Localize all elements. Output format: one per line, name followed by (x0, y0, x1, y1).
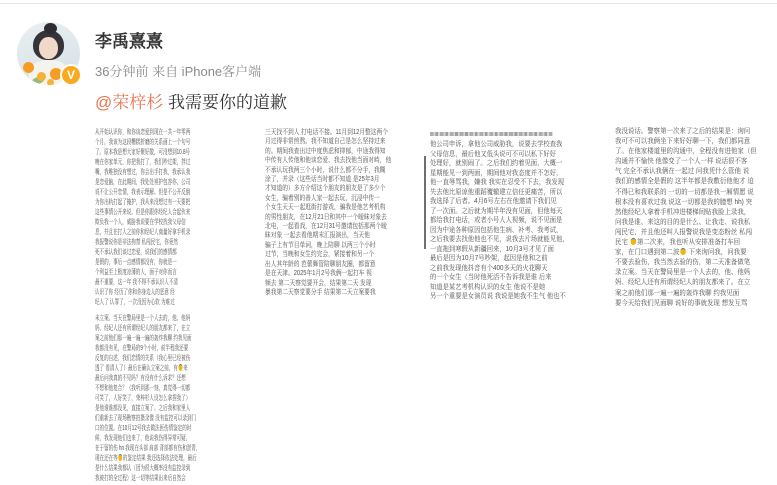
flower-decoration (23, 62, 34, 73)
annotation-bar (424, 156, 426, 249)
text-line: 另一个重要是女演员说 我说是她我不生气 他也不 (430, 293, 566, 300)
text-line: 失去他比原谅他重蹈覆辙建立信任更痛苦，所以 (430, 188, 563, 196)
text-line: 骗子上有节目单词，晚上陪聊 以两三个小时 (265, 241, 376, 249)
text-line: 个月，我该为这段糟糕折磨的关系画上一个句号 (95, 139, 191, 146)
text-line: 气 完全不承认我俩在一起过 问我凭什么管他 说 (615, 168, 750, 176)
mention-link[interactable]: @荣梓杉 (95, 93, 164, 112)
flower-decoration (37, 72, 46, 81)
text-line: 口的位置。在10月12号我去做法医伤情鉴定的时 (95, 425, 192, 432)
text-line: 们重新去了现场勘察拍摄录像 没有监控可以录到门 (95, 415, 197, 422)
text-line: 都给我打电话，或者小号人人视频，说不见面是 (430, 217, 563, 224)
text-line: 我被打的全过程）这一切等结果出来后自然会 (95, 475, 186, 482)
divider (0, 3, 777, 4)
text-line: 女生，骗着别的善人家一起去玩，沉浸中传一 (265, 194, 380, 202)
text-column-2[interactable] (265, 128, 392, 297)
text-line: 中传有人传他和他谈恋爱、我去找他当面对峙，他 (265, 157, 392, 165)
text-column-3[interactable] (430, 131, 569, 302)
text-line: 问我是谁、来这的目的是什么、让我走、说我私 (615, 218, 751, 226)
text-line: 他一直辱骂我，嫌我 我实在忍受不下去，我发现 (430, 179, 565, 186)
text-line: 出人其年龄的 芭蕾舞管陪聊朋友圈，都留意 (265, 260, 376, 268)
police-emoji-icon (118, 454, 122, 461)
police-emoji-icon (680, 248, 686, 255)
text-line: 透了 看清人了）最后在确认立案之前，有 来 (95, 365, 188, 372)
text-line: 民宅 第二次来，我也听从安排准备打车回 (615, 239, 741, 247)
text-line: 可笑了，人好笑了，荣梓杉人设怎么拿捏我了） (95, 395, 191, 402)
text-line: 我们的感情全是假的 这半年都是我敷衍他他才 迫 (615, 178, 754, 186)
post-meta: 36分钟前 来自 iPhone客户端 (95, 64, 262, 79)
text-line: 我选择了后者。4月6号左右在他邀请下我们见 (430, 198, 557, 205)
text-line: 家，在门口遇到第二波 下来询问我，问我要 (615, 249, 747, 257)
text-line: 妈、经纪人还有所谓经纪人的朋友都来了，在立 (95, 325, 191, 332)
text-line: 个利益至上极度凉薄的人，面子对你而言 (95, 269, 177, 276)
username[interactable]: 李禹熹熹 (95, 32, 163, 51)
text-line: 才知道的）多方介绍这个朋友的朋友是了多少个 (265, 185, 386, 193)
text-line: 频去 第二天察觉要开会，结果第二天 发现 (265, 279, 372, 287)
text-column-1[interactable] (95, 128, 201, 484)
text-line: 录立案。当天在警局里是一个人去的，他、他妈 (615, 269, 751, 277)
text-line: 昧对象 一起去看他期末汇报演出，当天他 (265, 232, 370, 240)
text-line: 妈、经纪人还有所谓经纪人的朋友都来了。在立 (615, 279, 751, 287)
text-line: 的。期间我查出过中度焦虑和抑郁，中途我得知 (265, 147, 386, 155)
text-line: 最后问我真的不见吗？有没有什么诉求？还想 (95, 375, 186, 382)
text-column-4[interactable] (615, 127, 758, 309)
text-line: 为你出轨打起了掩护，我从来没想过有一天要把 (95, 199, 191, 206)
text-line: 我都没有见，在警局的9个小时，前半程我还要 (95, 345, 189, 352)
text-line: 最后是因为10月7号吵架，起因是他和之前 (430, 255, 548, 262)
text-line: 一直拖到寒假从新疆回来，10月3号才见了面 (430, 245, 554, 253)
text-line: 涂了，并录（这些话当时都不知道 是25年3月 (265, 176, 380, 184)
text-line: 我可不可以我俩坐下来好好聊一下，我们都同意 (615, 138, 751, 146)
text-line: 个女生天天一起逛街打游戏，骗我是他艺考机构 (265, 204, 386, 212)
text-line: 在于留的伤 hn 我现在头部 肩部 背部都有伤和淤青， (95, 445, 201, 452)
text-line: 认识了你 经历了你和你身边人的恶意 经 (95, 289, 175, 296)
text-line: 他公司申诉，拿他公司威胁我，说要去学校查我 (430, 141, 563, 148)
flower-decoration (47, 79, 54, 85)
text-line: 不承认玩我两三个小时，说什么都不分手，我糊 (265, 166, 386, 174)
text-line: 未立案。当天在警局里是一个人去的，他、他妈 (95, 315, 191, 322)
text-line: 我报警说你是非法拘禁 私闯民宅，你竟然 (95, 239, 178, 246)
text-line: 月过得非常煎熬。我不知道自己是怎么坚持过来 (265, 138, 386, 146)
text-line: 不得已和我联系的 一切的一切都是我一厢情愿 说 (615, 188, 754, 196)
text-line: 沟通并不愉快 他像变了一个人一样 说话很不客 (615, 158, 748, 166)
text-line: 了一次面。之后就为期半年没有见面，但他每天 (430, 207, 563, 215)
text-line: 然他经纪人拿着手机冲进楼梯间贴我脸上录我， (615, 208, 751, 216)
police-emoji-icon (179, 364, 183, 371)
text-line: 是恋爱脑，在此期间，我处处袒护包容你，公司 (95, 179, 191, 186)
verified-badge-icon: V (60, 64, 82, 86)
text-line: 父母信息，最后他又低头说可不可以私下好好 (430, 150, 556, 158)
text-line: 星期能见一到两面，期间他对我态度并不怎好， (430, 169, 563, 177)
text-line: 因为中途各种原因包括他生病、补考、我考试， (430, 226, 563, 234)
text-line: 是什么结果我都认（因为很大概率没有监控录到 (95, 465, 191, 472)
text-line: 了。原本我是想大家好聚好散，可没想到10.8号 (95, 149, 191, 156)
text-line: 欺负我一个人，威胁我说要在学校找我父母信 (95, 219, 186, 226)
text-line: 候，我发现他们也来了，他说我伤得异常可疑， (95, 435, 191, 442)
text-line: 根本没有喜欢过我 说这一切都是我的臆想 hh) 突 (615, 198, 753, 206)
text-line: 案之前他们那一遍一遍一遍的轰炸我聊 约我见面 (95, 335, 192, 342)
text-line: 死不承认我们谈过恋爱，说我们的感情都 (95, 249, 177, 256)
text-line: 这些事情公开来说。但是你跟你经纪人合起伙来 (95, 209, 191, 216)
text-line: 晚在你家单元，你把我打了，我们吵过架，拌过 (95, 159, 191, 166)
text-line: 要今天给我们见面聊 说好的事就发现 想发互骂 (615, 299, 748, 307)
text-line: 的一个女生（当时他死活不告诉我是谁 后来 (430, 274, 552, 281)
text-line: 了。在他家楼道里的沟通中，全程没有进他家（但 (615, 148, 757, 156)
text-line: 是在天津。2025年1月2号我俩一起打车 视 (265, 270, 372, 278)
text-line: 反复的自述，我们恋情的关系（我心里已经被伤 (95, 355, 191, 362)
text-line: 嘴，我唯独没有想过，你会出手打我，我承认我 (95, 169, 191, 176)
text-line: 案之前他们那一遍一遍的轰炸我聊 约我见面 (615, 289, 740, 297)
text-line: 现在还在等 的鉴定结果 我还选择依法处理，最后 (95, 455, 197, 462)
post-title (95, 88, 287, 113)
text-line: 从开始认识你，和你谈恋爱到现在一共一年零两 (95, 129, 191, 136)
text-line: 不要去验伤，我当然去验的伤，第二天准备做笔 (615, 259, 751, 267)
text-line: 说不让公开恋情，我表示理解。但是不公开反倒 (95, 189, 191, 196)
text-line: 纪人了 认罪了，一次没因为心软 为难过 (95, 299, 175, 306)
avatar-photo (44, 23, 57, 34)
text-line: 的男性朋友，在12月21日和其中一个暧昧对象去 (265, 213, 387, 221)
text-line: 过节，当晚和女生约完会，紧接着和另一个 (265, 251, 375, 259)
text-line: 闯民宅，并且他还叫人报警说我是变态粉丝 私闯 (615, 228, 753, 236)
text-line: 北电，一起看戏，在12月31号邀请包括那两个暧 (265, 223, 387, 231)
text-line: 之后我要去找他他也不见，说我去片场就能见他， (430, 236, 569, 243)
cropped-text-line (430, 132, 553, 136)
text-line: 最不重要，这一年 我不得不承认识人不清 (95, 279, 178, 286)
avatar-photo (39, 37, 58, 59)
text-line: 之前我发现他抖音有个400多天的火花聊天 (430, 264, 548, 272)
text-line: 息，并且在打人之前你和经纪人商量好拿手机录 (95, 229, 191, 236)
text-line: 我没说话。警察第一次来了之后的结果是：询问 (615, 128, 751, 135)
text-line: 是假的，事后一点感情都没有，你就是一 (95, 259, 177, 266)
post-title-text: 我需要你的道歉 (163, 93, 287, 112)
text-line: 知道是某艺考机构认识的女生 他说不是她 (430, 283, 546, 291)
text-line: 不想和他复合？（我听到那一刻，真觉得一切都 (95, 385, 191, 392)
police-emoji-icon (631, 238, 637, 245)
text-line: 处理好，就别闹了。之后我们约着见面，大概一 (430, 160, 563, 167)
text-line: 暴我第二天察觉要分手 结果第二天立案要我 (265, 288, 376, 296)
text-line: 是他谁谁都没见，直接立案了。之后我和家里人 (95, 405, 191, 412)
text-line: 三天找不到人 打电话不接。11月到12月整这两个 (265, 129, 388, 136)
